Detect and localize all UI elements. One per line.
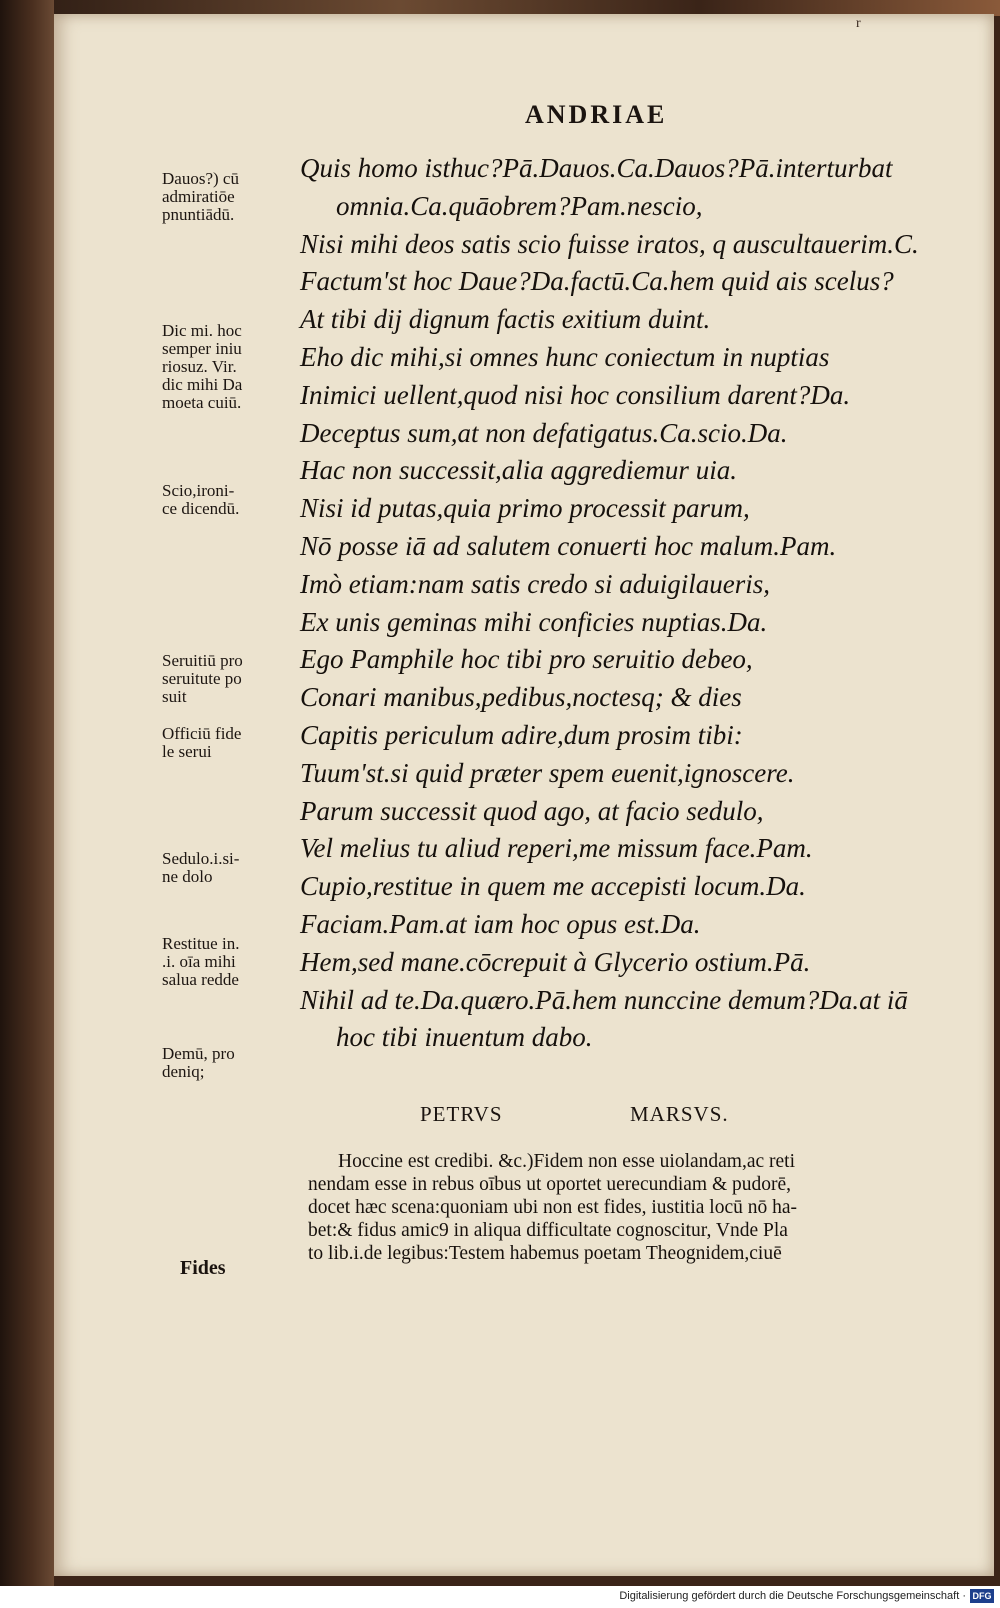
margin-note-line: Dic mi. hoc xyxy=(162,321,242,340)
commentary-margin-note: Fides xyxy=(180,1257,226,1279)
margin-note-line: Seruitiū pro xyxy=(162,651,243,670)
commentary-line: nendam esse in rebus oībus ut oportet uerecundiam & pudorē, xyxy=(308,1174,792,1195)
margin-note xyxy=(162,322,297,412)
margin-note xyxy=(162,935,297,989)
verse-line: Factum'st hoc Daue?Da.factū.Ca.hem quid ais scelus? xyxy=(300,266,894,297)
margin-note-line: deniq; xyxy=(162,1062,205,1081)
margin-note-line: Restitue in. xyxy=(162,934,240,953)
margin-note-line: Officiū fide xyxy=(162,724,242,743)
margin-note-line: salua redde xyxy=(162,970,239,989)
verse-line: Faciam.Pam.at iam hoc opus est.Da. xyxy=(300,908,701,939)
margin-note xyxy=(162,1045,297,1081)
verse-line: Nisi id putas,quia primo processit parum, xyxy=(300,493,750,524)
verse-line: Parum successit quod ago, at facio sedulo, xyxy=(300,795,764,826)
commentary-line: docet hæc scena:quoniam ubi non est fides, iustitia locū nō ha- xyxy=(308,1197,798,1218)
dfg-logo: DFG xyxy=(970,1589,994,1603)
verse-line: hoc tibi inuentum dabo. xyxy=(336,1022,593,1053)
margin-note-line: Demū, pro xyxy=(162,1044,235,1063)
margin-note-line: semper iniu xyxy=(162,339,242,358)
verse-line: Deceptus sum,at non defatigatus.Ca.scio.Da. xyxy=(300,417,788,448)
commentary-line: to lib.i.de legibus:Testem habemus poetam Theognidem,ciuē xyxy=(308,1243,782,1264)
margin-note-line: riosuz. Vir. xyxy=(162,357,237,376)
verse-line: Ego Pamphile hoc tibi pro seruitio debeo, xyxy=(300,644,753,675)
margin-note-line: admiratiōe xyxy=(162,187,235,206)
verse-line: Eho dic mihi,si omnes hunc coniectum in nuptias xyxy=(300,341,830,372)
verse-line: Inimici uellent,quod nisi hoc consilium darent?Da. xyxy=(300,379,851,410)
margin-note-line: Scio,ironi- xyxy=(162,481,235,500)
folio-mark: r xyxy=(856,16,861,31)
verse-line: At tibi dij dignum factis exitium duint. xyxy=(300,304,711,335)
verse-line: Nisi mihi deos satis scio fuisse iratos, q auscultauerim.C. xyxy=(300,228,919,259)
margin-note-line: dic mihi Da xyxy=(162,375,243,394)
margin-note-line: .i. oīa mihi xyxy=(162,952,236,971)
verse-line: Capitis periculum adire,dum prosim tibi: xyxy=(300,719,743,750)
verse-line: Nō posse iā ad salutem conuerti hoc malum.Pam. xyxy=(300,530,837,561)
verse-line: Conari manibus,pedibus,noctesq; & dies xyxy=(300,682,742,713)
margin-note-line: le serui xyxy=(162,742,212,761)
verse-line: Cupio,restitue in quem me accepisti locum.Da. xyxy=(300,871,806,902)
margin-note-line: seruitute po xyxy=(162,669,242,688)
margin-note xyxy=(162,482,297,518)
margin-note xyxy=(162,652,297,706)
commentary-line: bet:& fidus amic9 in aliqua difficultate cognoscitur, Vnde Pla xyxy=(308,1220,788,1241)
commentary-line: Hoccine est credibi. &c.)Fidem non esse uiolandam,ac reti xyxy=(338,1151,796,1172)
section-title-last-name: MARSVS. xyxy=(630,1102,729,1126)
margin-note-line: moeta cuiū. xyxy=(162,393,242,412)
margin-note-line: pnuntiādū. xyxy=(162,205,235,224)
verse-line: Hem,sed mane.cōcrepuit à Glycerio ostium.Pā. xyxy=(300,946,811,977)
margin-note-line: ce dicendū. xyxy=(162,499,240,518)
verse-line: omnia.Ca.quāobrem?Pam.nescio, xyxy=(336,190,703,221)
section-title-first-name: PETRVS xyxy=(420,1102,503,1126)
margin-note-line: Sedulo.i.si- xyxy=(162,849,240,868)
commentary-text-block xyxy=(308,1150,958,1265)
footer-credit: Digitalisierung gefördert durch die Deutsche Forschungsgemeinschaft · xyxy=(619,1590,966,1602)
margin-note-line: suit xyxy=(162,687,187,706)
margin-note xyxy=(162,170,297,224)
verse-line: Quis homo isthuc?Pā.Dauos.Ca.Dauos?Pā.interturbat xyxy=(300,153,893,183)
margin-note-line: Dauos?) cū xyxy=(162,169,239,188)
verse-line: Hac non successit,alia aggrediemur uia. xyxy=(300,455,737,486)
verse-line: Nihil ad te.Da.quæro.Pā.hem nunccine demum?Da.at iā xyxy=(300,984,908,1015)
book-spine-edge xyxy=(0,0,54,1608)
verse-line: Imò etiam:nam satis credo si aduigilaueris, xyxy=(300,568,770,599)
running-head: ANDRIAE xyxy=(525,100,668,129)
verse-text-block xyxy=(300,150,960,1057)
margin-note-line: ne dolo xyxy=(162,867,213,886)
margin-note xyxy=(162,725,297,761)
margin-note xyxy=(162,850,297,886)
verse-line: Ex unis geminas mihi conficies nuptias.Da. xyxy=(300,606,768,637)
verse-line: Vel melius tu aliud reperi,me missum face.Pam. xyxy=(300,833,813,864)
verse-line: Tuum'st.si quid præter spem euenit,ignoscere. xyxy=(300,757,795,788)
